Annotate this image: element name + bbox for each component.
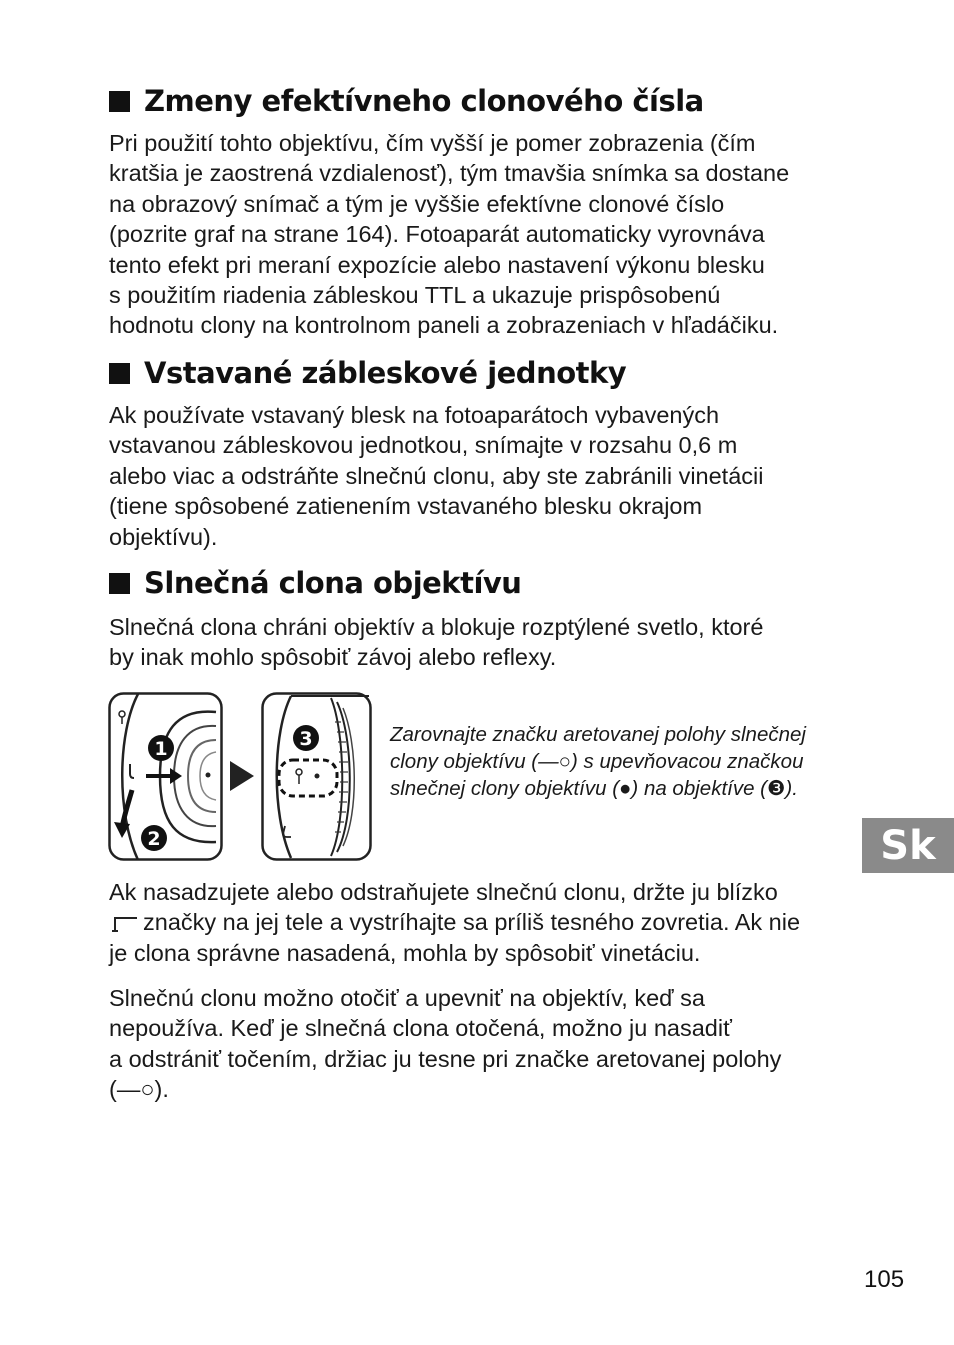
page-number: 105 bbox=[864, 1266, 905, 1293]
paragraph-effective-aperture bbox=[109, 128, 849, 341]
caption-line: Zarovnajte značku aretovanej polohy slnečnej bbox=[390, 723, 806, 746]
text-line: vstavanou zábleskovou jednotkou, snímajte v rozsahu 0,6 m bbox=[109, 432, 738, 459]
text-line: Ak používate vstavaný blesk na fotoaparátoch vybavených bbox=[109, 402, 720, 428]
text-line: Slnečnú clonu možno otočiť a upevniť na objektív, keď sa bbox=[109, 985, 705, 1011]
step-1-label: 1 bbox=[154, 738, 168, 760]
text-line: (—○). bbox=[109, 1076, 169, 1103]
section-heading-effective-aperture bbox=[109, 84, 704, 118]
text-line: Pri použití tohto objektívu, čím vyšší je pomer zobrazenia (čím bbox=[109, 130, 756, 156]
caption-line: clony objektívu (—○) s upevňovacou značkou bbox=[390, 749, 804, 773]
text-line: hodnotu clony na kontrolnom paneli a zobrazeniach v hľadáčiku. bbox=[109, 312, 779, 339]
paragraph-reversing bbox=[109, 983, 849, 1105]
heading-bullet-square bbox=[109, 573, 130, 594]
language-tab-label: Sk bbox=[880, 822, 936, 869]
heading-text: Slnečná clona objektívu bbox=[144, 566, 522, 600]
step-3-label: 3 bbox=[299, 728, 313, 750]
paragraph-built-in-flash bbox=[109, 400, 849, 552]
heading-bullet-square bbox=[109, 363, 130, 384]
text-line: Slnečná clona chráni objektív a blokuje rozptýlené svetlo, ktoré bbox=[109, 614, 764, 640]
text-line: by inak mohlo spôsobiť závoj alebo reflexy. bbox=[109, 644, 557, 671]
text-line: objektívu). bbox=[109, 523, 218, 550]
text-line: nepoužíva. Keď je slnečná clona otočená, možno ju nasadiť bbox=[109, 1015, 732, 1042]
section-heading-built-in-flash bbox=[109, 356, 626, 390]
section-heading-lens-hood bbox=[109, 566, 521, 600]
heading-bullet-square bbox=[109, 91, 130, 112]
text-line: a odstrániť točením, držiac ju tesne pri značke aretovanej polohy bbox=[109, 1045, 782, 1072]
text-line: značky na jej tele a vystríhajte sa príliš tesného zovretia. Ak nie bbox=[143, 909, 801, 936]
text-line: (pozrite graf na strane 164). Fotoaparát automaticky vyrovnáva bbox=[109, 221, 765, 248]
hood-attach-illustration-step1 bbox=[108, 692, 224, 862]
text-line: tento efekt pri meraní expozície alebo nastavení výkonu blesku bbox=[109, 251, 765, 278]
text-line: s použitím riadenia zábleskou TTL a ukazuje prispôsobenú bbox=[109, 282, 721, 309]
step-2-badge bbox=[141, 825, 167, 851]
paragraph-lens-hood bbox=[109, 612, 849, 673]
text-line: kratšia je zaostrená vzdialenosť), tým tmavšia snímka sa dostane bbox=[109, 160, 790, 187]
step-3-badge bbox=[293, 725, 319, 751]
text-line: Ak nasadzujete alebo odstraňujete slnečnú clonu, držte ju blízko bbox=[109, 879, 778, 905]
heading-text: Vstavané zábleskové jednotky bbox=[144, 356, 627, 390]
text-line: na obrazový snímač a tým je vyššie efektívne clonové číslo bbox=[109, 190, 725, 217]
step-2-label: 2 bbox=[147, 828, 161, 850]
caption-line: slnečnej clony objektívu (●) na objektíve (❸). bbox=[390, 776, 798, 800]
text-line-with-icon bbox=[109, 907, 849, 937]
hood-attach-illustration-step2 bbox=[261, 692, 373, 862]
language-tab bbox=[862, 818, 954, 873]
figure-caption bbox=[390, 722, 845, 802]
step-1-badge bbox=[148, 735, 174, 761]
text-line: (tiene spôsobené zatienením vstavaného blesku okrajom bbox=[109, 493, 703, 520]
hood-mark-icon bbox=[109, 912, 139, 932]
text-line: alebo viac a odstráňte slnečnú clonu, aby ste zabránili vinetácii bbox=[109, 462, 764, 489]
text-line: je clona správne nasadená, mohla by spôsobiť vinetáciu. bbox=[109, 939, 701, 966]
heading-text: Zmeny efektívneho clonového čísla bbox=[144, 84, 704, 118]
paragraph-mounting bbox=[109, 877, 849, 968]
next-step-arrow-icon bbox=[229, 760, 255, 792]
